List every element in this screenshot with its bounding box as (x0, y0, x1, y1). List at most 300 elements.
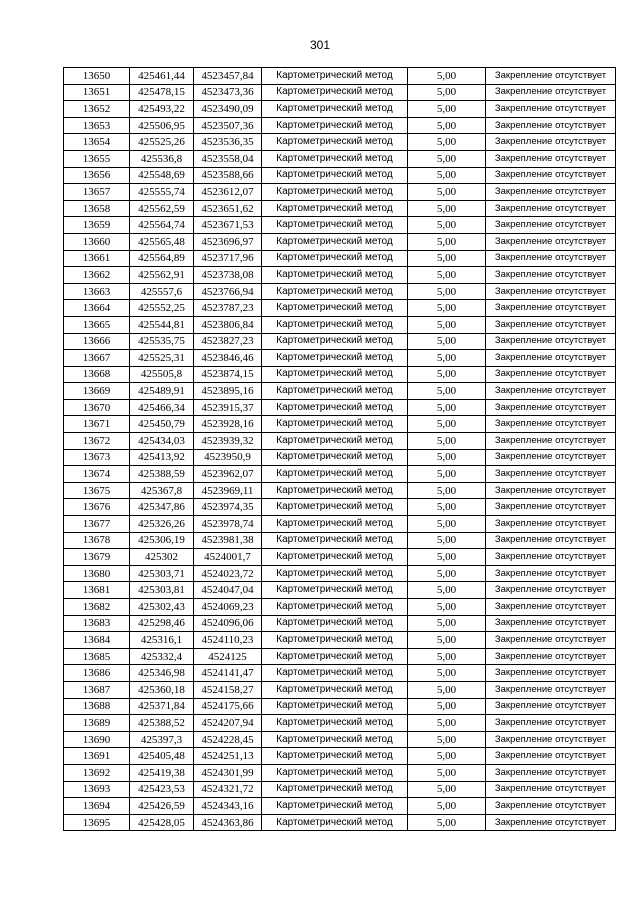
y-coordinate-cell: 4523738,08 (194, 267, 262, 284)
method-cell: Картометрический метод (262, 200, 408, 217)
point-number-cell: 13666 (64, 333, 130, 350)
table-row (64, 582, 616, 599)
x-coordinate-cell: 425413,92 (130, 449, 194, 466)
y-coordinate-cell: 4524251,13 (194, 748, 262, 765)
method-cell: Картометрический метод (262, 715, 408, 732)
point-number-cell: 13675 (64, 482, 130, 499)
method-cell: Картометрический метод (262, 68, 408, 85)
accuracy-cell: 5,00 (408, 416, 486, 433)
fixation-cell: Закрепление отсутствует (486, 715, 616, 732)
fixation-cell: Закрепление отсутствует (486, 499, 616, 516)
fixation-cell: Закрепление отсутствует (486, 449, 616, 466)
method-cell: Картометрический метод (262, 798, 408, 815)
point-number-cell: 13653 (64, 117, 130, 134)
fixation-cell: Закрепление отсутствует (486, 167, 616, 184)
x-coordinate-cell: 425302,43 (130, 599, 194, 616)
x-coordinate-cell: 425367,8 (130, 482, 194, 499)
x-coordinate-cell: 425302 (130, 549, 194, 566)
point-number-cell: 13664 (64, 300, 130, 317)
point-number-cell: 13678 (64, 532, 130, 549)
method-cell: Картометрический метод (262, 731, 408, 748)
point-number-cell: 13681 (64, 582, 130, 599)
y-coordinate-cell: 4523651,62 (194, 200, 262, 217)
x-coordinate-cell: 425371,84 (130, 698, 194, 715)
table-row (64, 267, 616, 284)
fixation-cell: Закрепление отсутствует (486, 333, 616, 350)
y-coordinate-cell: 4523473,36 (194, 84, 262, 101)
method-cell: Картометрический метод (262, 748, 408, 765)
fixation-cell: Закрепление отсутствует (486, 599, 616, 616)
point-number-cell: 13663 (64, 283, 130, 300)
y-coordinate-cell: 4524110,23 (194, 632, 262, 649)
x-coordinate-cell: 425388,59 (130, 466, 194, 483)
y-coordinate-cell: 4524158,27 (194, 681, 262, 698)
point-number-cell: 13669 (64, 383, 130, 400)
y-coordinate-cell: 4523536,35 (194, 134, 262, 151)
table-row (64, 250, 616, 267)
point-number-cell: 13652 (64, 101, 130, 118)
fixation-cell: Закрепление отсутствует (486, 350, 616, 367)
fixation-cell: Закрепление отсутствует (486, 814, 616, 831)
method-cell: Картометрический метод (262, 217, 408, 234)
y-coordinate-cell: 4523915,37 (194, 399, 262, 416)
fixation-cell: Закрепление отсутствует (486, 200, 616, 217)
x-coordinate-cell: 425555,74 (130, 184, 194, 201)
y-coordinate-cell: 4524301,99 (194, 764, 262, 781)
x-coordinate-cell: 425565,48 (130, 233, 194, 250)
table-row (64, 764, 616, 781)
fixation-cell: Закрепление отсутствует (486, 731, 616, 748)
accuracy-cell: 5,00 (408, 184, 486, 201)
fixation-cell: Закрепление отсутствует (486, 482, 616, 499)
fixation-cell: Закрепление отсутствует (486, 532, 616, 549)
y-coordinate-cell: 4523766,94 (194, 283, 262, 300)
accuracy-cell: 5,00 (408, 200, 486, 217)
y-coordinate-cell: 4523696,97 (194, 233, 262, 250)
method-cell: Картометрический метод (262, 117, 408, 134)
x-coordinate-cell: 425428,05 (130, 814, 194, 831)
table-row (64, 68, 616, 85)
fixation-cell: Закрепление отсутствует (486, 117, 616, 134)
x-coordinate-cell: 425405,48 (130, 748, 194, 765)
method-cell: Картометрический метод (262, 300, 408, 317)
fixation-cell: Закрепление отсутствует (486, 582, 616, 599)
x-coordinate-cell: 425423,53 (130, 781, 194, 798)
y-coordinate-cell: 4523950,9 (194, 449, 262, 466)
accuracy-cell: 5,00 (408, 250, 486, 267)
table-row (64, 383, 616, 400)
point-number-cell: 13690 (64, 731, 130, 748)
point-number-cell: 13680 (64, 565, 130, 582)
y-coordinate-cell: 4523671,53 (194, 217, 262, 234)
table-row (64, 366, 616, 383)
point-number-cell: 13656 (64, 167, 130, 184)
fixation-cell: Закрепление отсутствует (486, 466, 616, 483)
x-coordinate-cell: 425564,74 (130, 217, 194, 234)
x-coordinate-cell: 425450,79 (130, 416, 194, 433)
y-coordinate-cell: 4524047,04 (194, 582, 262, 599)
x-coordinate-cell: 425326,26 (130, 516, 194, 533)
accuracy-cell: 5,00 (408, 150, 486, 167)
point-number-cell: 13665 (64, 316, 130, 333)
accuracy-cell: 5,00 (408, 715, 486, 732)
point-number-cell: 13674 (64, 466, 130, 483)
y-coordinate-cell: 4523974,35 (194, 499, 262, 516)
accuracy-cell: 5,00 (408, 781, 486, 798)
table-row (64, 648, 616, 665)
fixation-cell: Закрепление отсутствует (486, 748, 616, 765)
table-row (64, 184, 616, 201)
fixation-cell: Закрепление отсутствует (486, 615, 616, 632)
fixation-cell: Закрепление отсутствует (486, 549, 616, 566)
table-row (64, 665, 616, 682)
y-coordinate-cell: 4524001,7 (194, 549, 262, 566)
y-coordinate-cell: 4524096,06 (194, 615, 262, 632)
table-row (64, 433, 616, 450)
point-number-cell: 13660 (64, 233, 130, 250)
method-cell: Картометрический метод (262, 150, 408, 167)
table-row (64, 599, 616, 616)
x-coordinate-cell: 425535,75 (130, 333, 194, 350)
table-row (64, 781, 616, 798)
x-coordinate-cell: 425303,81 (130, 582, 194, 599)
point-number-cell: 13691 (64, 748, 130, 765)
method-cell: Картометрический метод (262, 681, 408, 698)
method-cell: Картометрический метод (262, 549, 408, 566)
fixation-cell: Закрепление отсутствует (486, 300, 616, 317)
y-coordinate-cell: 4524141,47 (194, 665, 262, 682)
y-coordinate-cell: 4523507,36 (194, 117, 262, 134)
x-coordinate-cell: 425564,89 (130, 250, 194, 267)
y-coordinate-cell: 4523928,16 (194, 416, 262, 433)
y-coordinate-cell: 4523969,11 (194, 482, 262, 499)
x-coordinate-cell: 425552,25 (130, 300, 194, 317)
table-row (64, 748, 616, 765)
accuracy-cell: 5,00 (408, 300, 486, 317)
point-number-cell: 13692 (64, 764, 130, 781)
y-coordinate-cell: 4524321,72 (194, 781, 262, 798)
table-row (64, 698, 616, 715)
y-coordinate-cell: 4524228,45 (194, 731, 262, 748)
table-row (64, 715, 616, 732)
y-coordinate-cell: 4523490,09 (194, 101, 262, 118)
y-coordinate-cell: 4523787,23 (194, 300, 262, 317)
table-row (64, 399, 616, 416)
x-coordinate-cell: 425525,31 (130, 350, 194, 367)
fixation-cell: Закрепление отсутствует (486, 283, 616, 300)
fixation-cell: Закрепление отсутствует (486, 681, 616, 698)
accuracy-cell: 5,00 (408, 449, 486, 466)
x-coordinate-cell: 425562,91 (130, 267, 194, 284)
fixation-cell: Закрепление отсутствует (486, 399, 616, 416)
table-row (64, 681, 616, 698)
method-cell: Картометрический метод (262, 233, 408, 250)
accuracy-cell: 5,00 (408, 366, 486, 383)
point-number-cell: 13677 (64, 516, 130, 533)
point-number-cell: 13689 (64, 715, 130, 732)
table-row (64, 84, 616, 101)
accuracy-cell: 5,00 (408, 316, 486, 333)
x-coordinate-cell: 425360,18 (130, 681, 194, 698)
point-number-cell: 13651 (64, 84, 130, 101)
y-coordinate-cell: 4524175,66 (194, 698, 262, 715)
table-row (64, 565, 616, 582)
fixation-cell: Закрепление отсутствует (486, 217, 616, 234)
method-cell: Картометрический метод (262, 764, 408, 781)
fixation-cell: Закрепление отсутствует (486, 565, 616, 582)
y-coordinate-cell: 4524207,94 (194, 715, 262, 732)
method-cell: Картометрический метод (262, 267, 408, 284)
point-number-cell: 13671 (64, 416, 130, 433)
method-cell: Картометрический метод (262, 416, 408, 433)
point-number-cell: 13693 (64, 781, 130, 798)
point-number-cell: 13661 (64, 250, 130, 267)
y-coordinate-cell: 4523874,15 (194, 366, 262, 383)
accuracy-cell: 5,00 (408, 482, 486, 499)
y-coordinate-cell: 4523717,96 (194, 250, 262, 267)
table-row (64, 449, 616, 466)
table-row (64, 499, 616, 516)
y-coordinate-cell: 4523846,46 (194, 350, 262, 367)
y-coordinate-cell: 4524363,86 (194, 814, 262, 831)
x-coordinate-cell: 425506,95 (130, 117, 194, 134)
table-row (64, 233, 616, 250)
fixation-cell: Закрепление отсутствует (486, 101, 616, 118)
fixation-cell: Закрепление отсутствует (486, 698, 616, 715)
accuracy-cell: 5,00 (408, 333, 486, 350)
method-cell: Картометрический метод (262, 466, 408, 483)
x-coordinate-cell: 425505,8 (130, 366, 194, 383)
y-coordinate-cell: 4523457,84 (194, 68, 262, 85)
x-coordinate-cell: 425536,8 (130, 150, 194, 167)
method-cell: Картометрический метод (262, 250, 408, 267)
table-row (64, 134, 616, 151)
y-coordinate-cell: 4523612,07 (194, 184, 262, 201)
x-coordinate-cell: 425388,52 (130, 715, 194, 732)
accuracy-cell: 5,00 (408, 731, 486, 748)
x-coordinate-cell: 425466,34 (130, 399, 194, 416)
table-row (64, 101, 616, 118)
table-row (64, 200, 616, 217)
table-row (64, 150, 616, 167)
accuracy-cell: 5,00 (408, 433, 486, 450)
fixation-cell: Закрепление отсутствует (486, 150, 616, 167)
method-cell: Картометрический метод (262, 632, 408, 649)
fixation-cell: Закрепление отсутствует (486, 267, 616, 284)
method-cell: Картометрический метод (262, 333, 408, 350)
y-coordinate-cell: 4523939,32 (194, 433, 262, 450)
y-coordinate-cell: 4523962,07 (194, 466, 262, 483)
method-cell: Картометрический метод (262, 399, 408, 416)
method-cell: Картометрический метод (262, 383, 408, 400)
accuracy-cell: 5,00 (408, 798, 486, 815)
fixation-cell: Закрепление отсутствует (486, 68, 616, 85)
table-row (64, 283, 616, 300)
accuracy-cell: 5,00 (408, 117, 486, 134)
accuracy-cell: 5,00 (408, 84, 486, 101)
table-row (64, 333, 616, 350)
accuracy-cell: 5,00 (408, 167, 486, 184)
table-row (64, 632, 616, 649)
x-coordinate-cell: 425316,1 (130, 632, 194, 649)
accuracy-cell: 5,00 (408, 814, 486, 831)
method-cell: Картометрический метод (262, 698, 408, 715)
point-number-cell: 13682 (64, 599, 130, 616)
accuracy-cell: 5,00 (408, 516, 486, 533)
method-cell: Картометрический метод (262, 433, 408, 450)
accuracy-cell: 5,00 (408, 532, 486, 549)
fixation-cell: Закрепление отсутствует (486, 316, 616, 333)
table-row (64, 316, 616, 333)
x-coordinate-cell: 425426,59 (130, 798, 194, 815)
table-row (64, 549, 616, 566)
point-number-cell: 13684 (64, 632, 130, 649)
x-coordinate-cell: 425478,15 (130, 84, 194, 101)
point-number-cell: 13679 (64, 549, 130, 566)
accuracy-cell: 5,00 (408, 632, 486, 649)
point-number-cell: 13683 (64, 615, 130, 632)
x-coordinate-cell: 425489,91 (130, 383, 194, 400)
x-coordinate-cell: 425306,19 (130, 532, 194, 549)
accuracy-cell: 5,00 (408, 68, 486, 85)
table-row (64, 731, 616, 748)
table-row (64, 532, 616, 549)
method-cell: Картометрический метод (262, 350, 408, 367)
table-row (64, 167, 616, 184)
point-number-cell: 13672 (64, 433, 130, 450)
table-row (64, 217, 616, 234)
method-cell: Картометрический метод (262, 449, 408, 466)
point-number-cell: 13670 (64, 399, 130, 416)
point-number-cell: 13658 (64, 200, 130, 217)
accuracy-cell: 5,00 (408, 599, 486, 616)
method-cell: Картометрический метод (262, 781, 408, 798)
x-coordinate-cell: 425346,98 (130, 665, 194, 682)
x-coordinate-cell: 425461,44 (130, 68, 194, 85)
method-cell: Картометрический метод (262, 482, 408, 499)
x-coordinate-cell: 425397,3 (130, 731, 194, 748)
fixation-cell: Закрепление отсутствует (486, 648, 616, 665)
table-row (64, 416, 616, 433)
point-number-cell: 13659 (64, 217, 130, 234)
point-number-cell: 13662 (64, 267, 130, 284)
table-row (64, 117, 616, 134)
y-coordinate-cell: 4523558,04 (194, 150, 262, 167)
method-cell: Картометрический метод (262, 532, 408, 549)
coordinates-table (63, 67, 616, 831)
point-number-cell: 13650 (64, 68, 130, 85)
fixation-cell: Закрепление отсутствует (486, 433, 616, 450)
y-coordinate-cell: 4524343,16 (194, 798, 262, 815)
point-number-cell: 13687 (64, 681, 130, 698)
method-cell: Картометрический метод (262, 615, 408, 632)
accuracy-cell: 5,00 (408, 466, 486, 483)
accuracy-cell: 5,00 (408, 565, 486, 582)
method-cell: Картометрический метод (262, 582, 408, 599)
table-row (64, 300, 616, 317)
x-coordinate-cell: 425493,22 (130, 101, 194, 118)
method-cell: Картометрический метод (262, 316, 408, 333)
accuracy-cell: 5,00 (408, 283, 486, 300)
fixation-cell: Закрепление отсутствует (486, 184, 616, 201)
method-cell: Картометрический метод (262, 366, 408, 383)
method-cell: Картометрический метод (262, 814, 408, 831)
x-coordinate-cell: 425544,81 (130, 316, 194, 333)
y-coordinate-cell: 4523895,16 (194, 383, 262, 400)
point-number-cell: 13685 (64, 648, 130, 665)
point-number-cell: 13694 (64, 798, 130, 815)
point-number-cell: 13673 (64, 449, 130, 466)
accuracy-cell: 5,00 (408, 267, 486, 284)
x-coordinate-cell: 425419,38 (130, 764, 194, 781)
x-coordinate-cell: 425347,86 (130, 499, 194, 516)
accuracy-cell: 5,00 (408, 648, 486, 665)
point-number-cell: 13688 (64, 698, 130, 715)
fixation-cell: Закрепление отсутствует (486, 665, 616, 682)
accuracy-cell: 5,00 (408, 101, 486, 118)
fixation-cell: Закрепление отсутствует (486, 134, 616, 151)
table-row (64, 482, 616, 499)
accuracy-cell: 5,00 (408, 134, 486, 151)
method-cell: Картометрический метод (262, 499, 408, 516)
x-coordinate-cell: 425525,26 (130, 134, 194, 151)
fixation-cell: Закрепление отсутствует (486, 383, 616, 400)
method-cell: Картометрический метод (262, 665, 408, 682)
accuracy-cell: 5,00 (408, 698, 486, 715)
accuracy-cell: 5,00 (408, 615, 486, 632)
point-number-cell: 13695 (64, 814, 130, 831)
point-number-cell: 13667 (64, 350, 130, 367)
accuracy-cell: 5,00 (408, 549, 486, 566)
accuracy-cell: 5,00 (408, 665, 486, 682)
table-body (64, 68, 616, 831)
point-number-cell: 13655 (64, 150, 130, 167)
y-coordinate-cell: 4523981,38 (194, 532, 262, 549)
method-cell: Картометрический метод (262, 516, 408, 533)
point-number-cell: 13657 (64, 184, 130, 201)
accuracy-cell: 5,00 (408, 764, 486, 781)
accuracy-cell: 5,00 (408, 350, 486, 367)
point-number-cell: 13686 (64, 665, 130, 682)
fixation-cell: Закрепление отсутствует (486, 764, 616, 781)
y-coordinate-cell: 4523806,84 (194, 316, 262, 333)
fixation-cell: Закрепление отсутствует (486, 798, 616, 815)
x-coordinate-cell: 425548,69 (130, 167, 194, 184)
method-cell: Картометрический метод (262, 134, 408, 151)
table-row (64, 798, 616, 815)
method-cell: Картометрический метод (262, 565, 408, 582)
page-number: 301 (309, 38, 331, 52)
y-coordinate-cell: 4524069,23 (194, 599, 262, 616)
x-coordinate-cell: 425332,4 (130, 648, 194, 665)
accuracy-cell: 5,00 (408, 681, 486, 698)
point-number-cell: 13676 (64, 499, 130, 516)
table-row (64, 350, 616, 367)
accuracy-cell: 5,00 (408, 582, 486, 599)
fixation-cell: Закрепление отсутствует (486, 516, 616, 533)
fixation-cell: Закрепление отсутствует (486, 366, 616, 383)
method-cell: Картометрический метод (262, 167, 408, 184)
y-coordinate-cell: 4524125 (194, 648, 262, 665)
x-coordinate-cell: 425298,46 (130, 615, 194, 632)
fixation-cell: Закрепление отсутствует (486, 781, 616, 798)
fixation-cell: Закрепление отсутствует (486, 632, 616, 649)
x-coordinate-cell: 425562,59 (130, 200, 194, 217)
method-cell: Картометрический метод (262, 648, 408, 665)
fixation-cell: Закрепление отсутствует (486, 233, 616, 250)
table-row (64, 516, 616, 533)
accuracy-cell: 5,00 (408, 399, 486, 416)
